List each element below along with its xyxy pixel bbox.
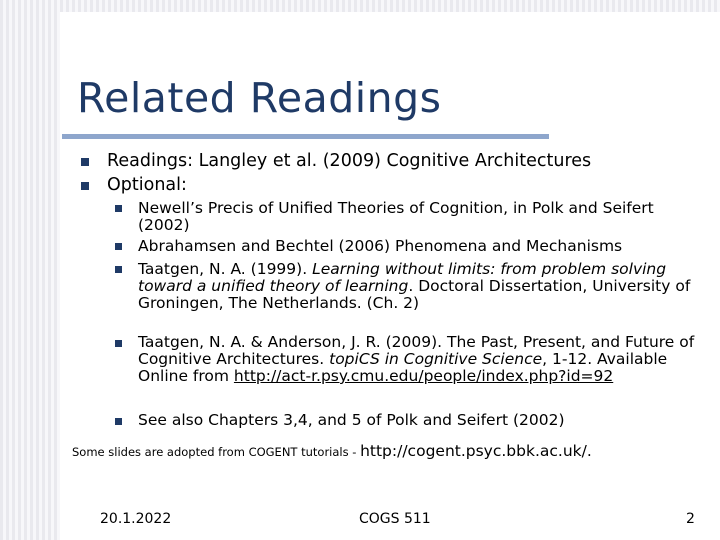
reading-optional-label: Optional: [107,175,187,195]
act-r-link[interactable]: http://act-r.psy.cmu.edu/people/index.php?id=92 [233,367,614,385]
taatgen-1999-suffix: . Doctoral Dissertation, University of Groningen, The Netherlands. (Ch. 2) [138,277,691,312]
optional-reading-abrahamsen: Abrahamsen and Bechtel (2006) Phenomena and Mechanisms [138,237,623,255]
footer-date: 20.1.2022 [100,511,172,527]
optional-reading-newell: Newell’s Precis of Unified Theories of Cognition, in Polk and Seifert (2002) [138,199,654,234]
footer-page-number: 2 [686,511,695,527]
footnote [72,442,592,460]
bullet-icon [81,158,89,166]
title-underline [62,134,549,139]
reading-main: Readings: Langley et al. (2009) Cognitive Architectures [107,151,592,171]
optional-reading-taatgen-2009 [138,334,698,385]
bullet-icon [81,182,89,190]
cogent-url[interactable]: http://cogent.psyc.bbk.ac.uk/. [360,442,592,460]
bullet-icon [115,243,122,250]
footer-course: COGS 511 [359,511,431,527]
optional-reading-taatgen-1999 [138,261,698,312]
taatgen-2009-journal: topiCS in Cognitive Science [329,350,543,368]
slide-title: Related Readings [77,74,442,122]
bullet-icon [115,266,122,273]
bullet-icon [115,205,122,212]
bullet-icon [115,418,122,425]
optional-reading-see-also: See also Chapters 3,4, and 5 of Polk and Seifert (2002) [138,411,565,429]
taatgen-2009-suffix: , 1-12. Available Online from [138,350,668,385]
taatgen-1999-title: Learning without limits: from problem solving toward a unified theory of learning [138,260,667,295]
taatgen-1999-prefix: Taatgen, N. A. (1999). [138,260,313,278]
taatgen-2009-prefix: Taatgen, N. A. & Anderson, J. R. (2009). The Past, Present, and Future of Cognitive Architectures. [138,333,695,368]
bullet-icon [115,340,122,347]
footnote-text: Some slides are adopted from COGENT tutorials - [72,445,361,459]
